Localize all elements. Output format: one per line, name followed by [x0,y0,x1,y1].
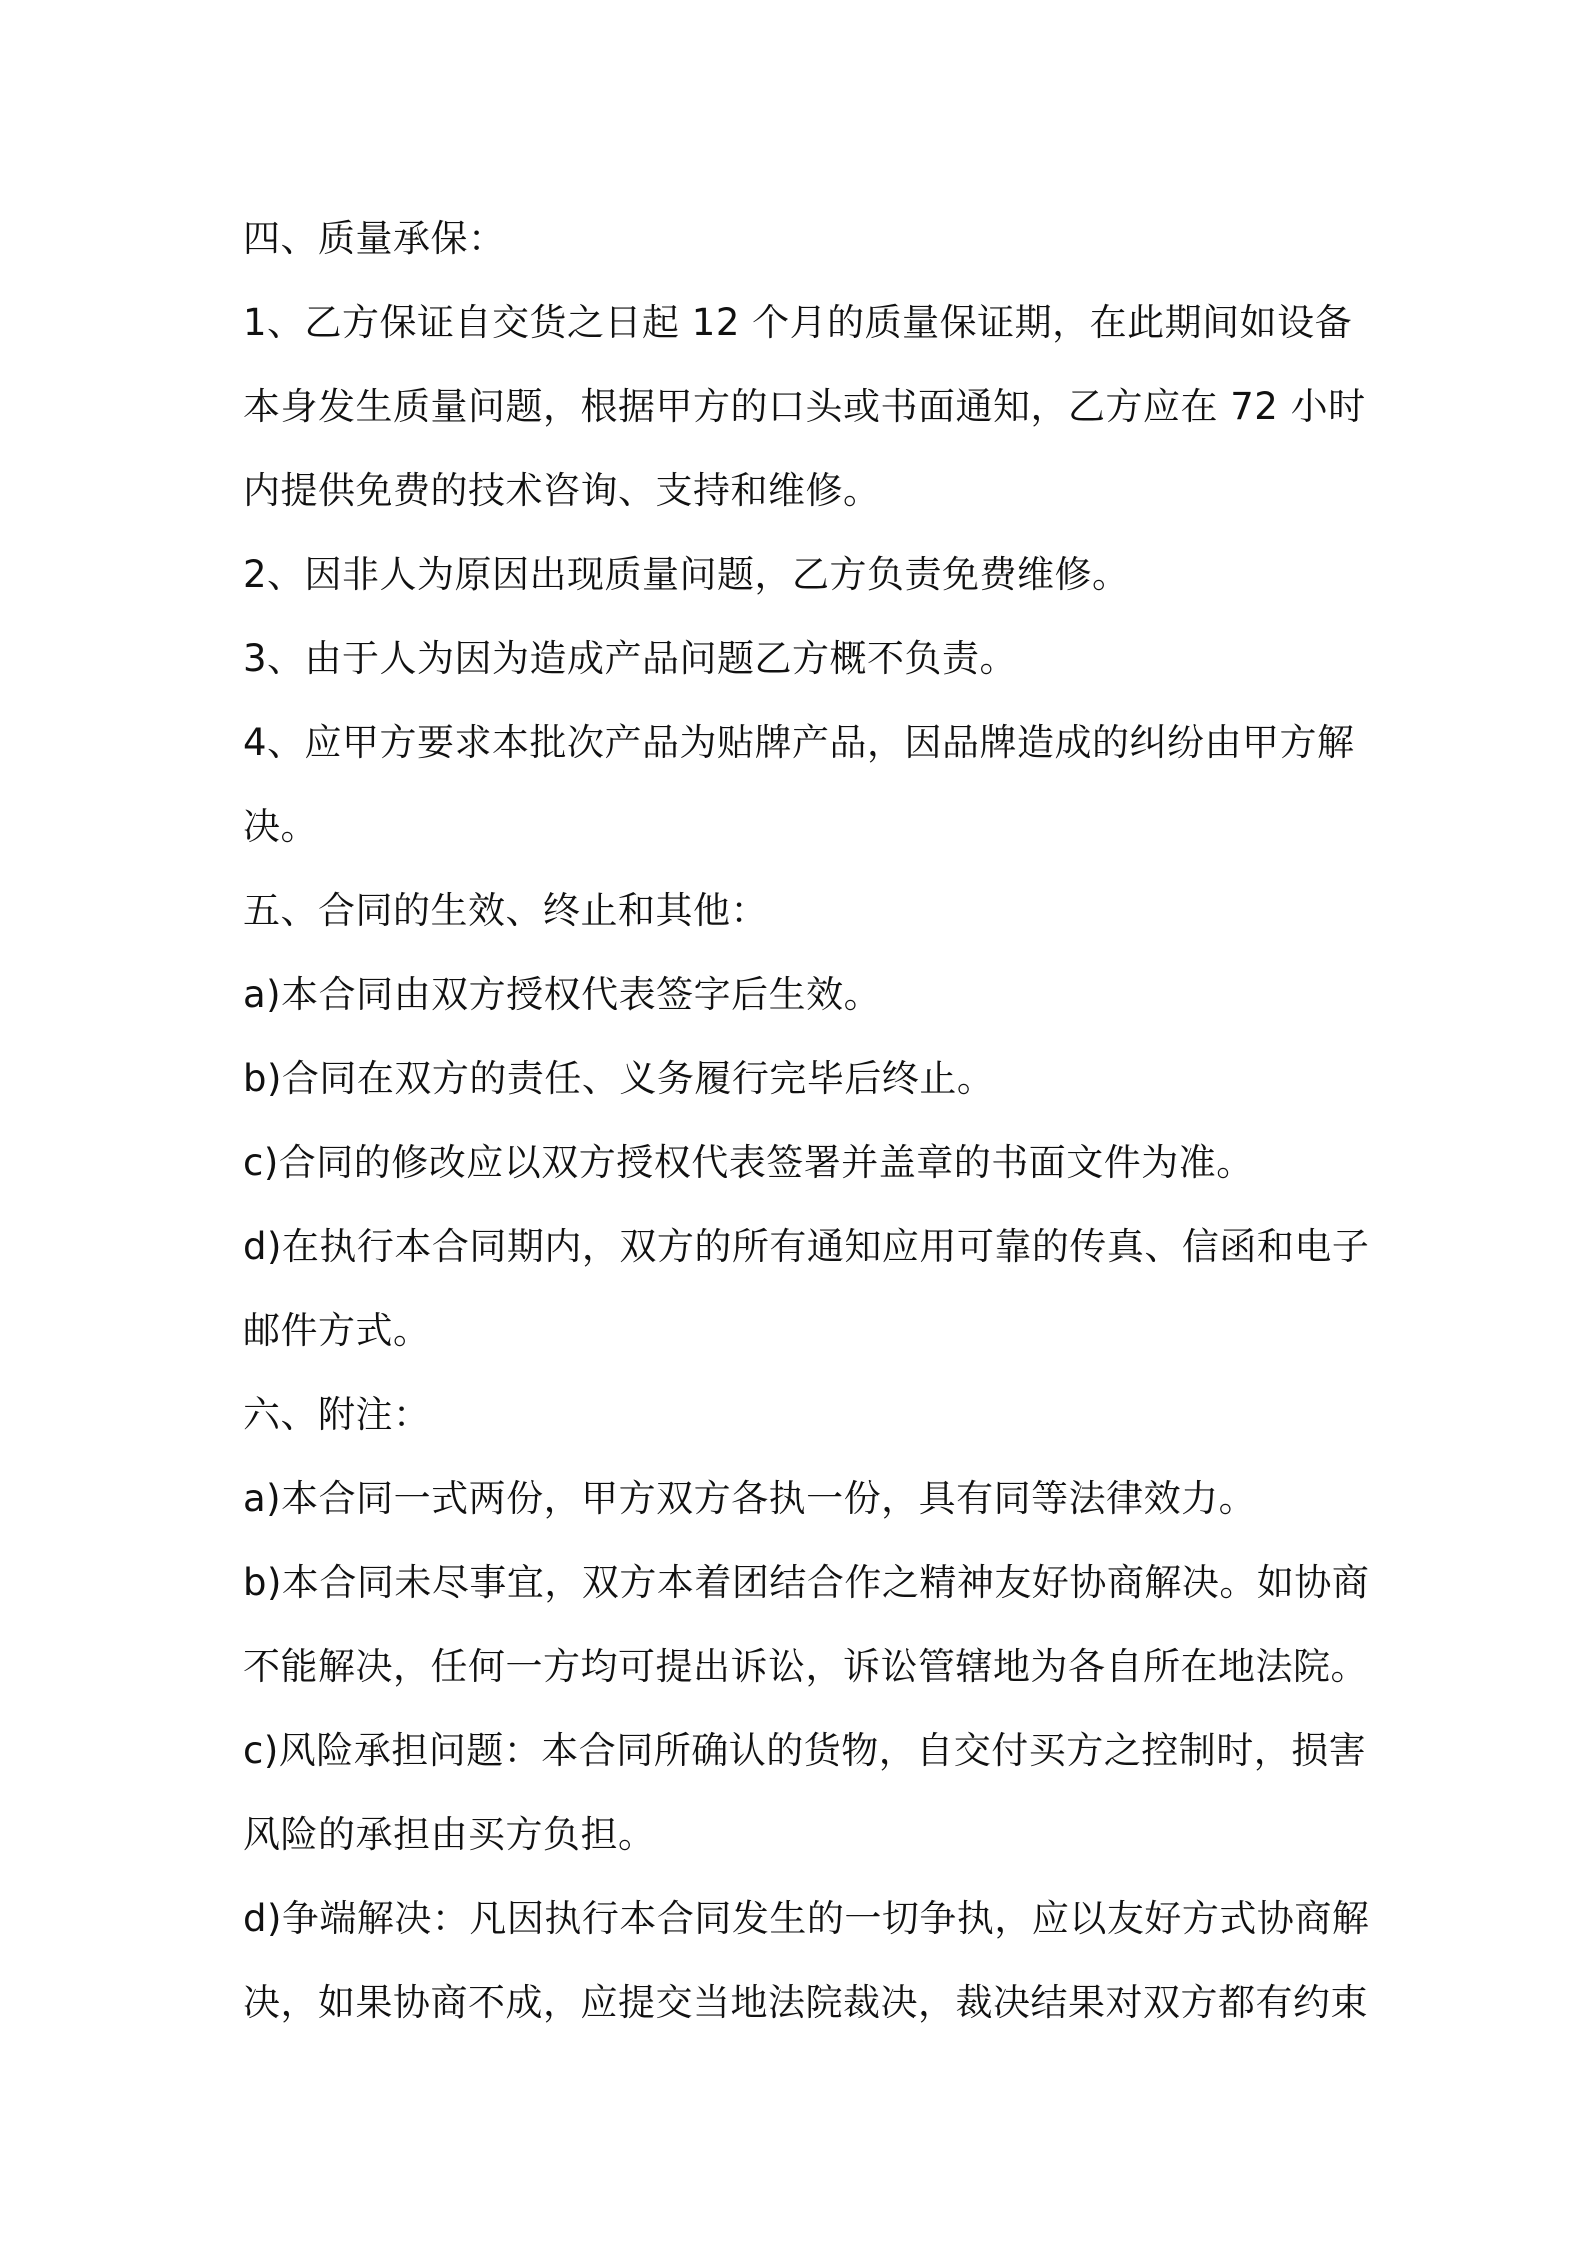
paragraph-line: 风险的承担由买方负担。 [243,1813,656,1856]
section-heading-notes: 六、附注： [243,1393,431,1436]
paragraph-line: 不能解决，任何一方均可提出诉讼，诉讼管辖地为各自所在地法院。 [243,1645,1368,1688]
paragraph-line: 2、因非人为原因出现质量问题，乙方负责免费维修。 [243,553,1130,596]
paragraph-line: a)本合同由双方授权代表签字后生效。 [243,973,882,1016]
section-heading-contract-effect: 五、合同的生效、终止和其他： [243,889,768,932]
paragraph-line: d)在执行本合同期内，双方的所有通知应用可靠的传真、信函和电子 [243,1225,1370,1268]
paragraph-line: 1、乙方保证自交货之日起 12 个月的质量保证期，在此期间如设备 [243,301,1353,344]
document-body [243,197,1370,2045]
paragraph-line: b)合同在双方的责任、义务履行完毕后终止。 [243,1057,995,1100]
paragraph-line: 4、应甲方要求本批次产品为贴牌产品，因品牌造成的纠纷由甲方解 [243,721,1355,764]
paragraph-line: a)本合同一式两份，甲方双方各执一份，具有同等法律效力。 [243,1477,1257,1520]
paragraph-line: d)争端解决：凡因执行本合同发生的一切争执，应以友好方式协商解 [243,1897,1370,1940]
paragraph-line: 决。 [243,805,318,848]
paragraph-line: c)合同的修改应以双方授权代表签署并盖章的书面文件为准。 [243,1141,1254,1184]
paragraph-line: b)本合同未尽事宜，双方本着团结合作之精神友好协商解决。如协商 [243,1561,1370,1604]
paragraph-line: 内提供免费的技术咨询、支持和维修。 [243,469,881,512]
paragraph-line: 3、由于人为因为造成产品问题乙方概不负责。 [243,637,1018,680]
paragraph-line: 邮件方式。 [243,1309,431,1352]
section-heading-quality-warranty: 四、质量承保： [243,217,506,260]
paragraph-line: 本身发生质量问题，根据甲方的口头或书面通知，乙方应在 72 小时 [243,385,1366,428]
paragraph-line: 决，如果协商不成，应提交当地法院裁决，裁决结果对双方都有约束 [243,1981,1368,2024]
paragraph-line: c)风险承担问题：本合同所确认的货物，自交付买方之控制时，损害 [243,1729,1367,1772]
